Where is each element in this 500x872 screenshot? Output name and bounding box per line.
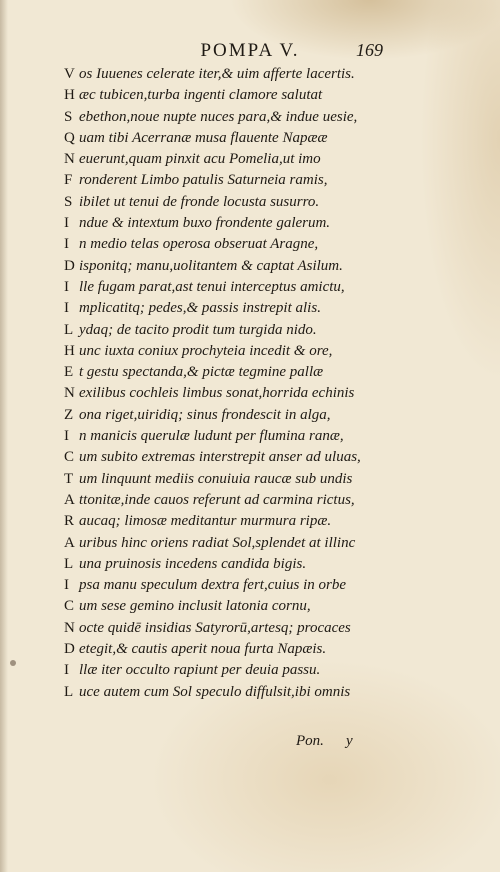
initial-letter: D (64, 641, 75, 658)
line-text: uribus hinc oriens radiat Sol,splendet at illinc (79, 534, 356, 551)
initial-letter: L (64, 683, 74, 700)
verse-line (64, 320, 464, 341)
verse-line (64, 660, 464, 681)
initial-letter: V (64, 66, 75, 82)
line-text: n manicis querulæ ludunt per flumina ranæ, (79, 428, 344, 445)
verse-line (64, 85, 464, 106)
line-text: una pruinosis incedens candida bigis. (79, 555, 307, 572)
line-text: mplicatitq; pedes,& passis instrepit alis. (79, 300, 321, 317)
initial-letter: S (64, 193, 73, 210)
initial-letter: I (64, 577, 69, 594)
line-text: ttonitæ,inde cauos referunt ad carmina rictus, (79, 491, 355, 508)
line-text: ronderent Limbo patulis Saturneia ramis, (79, 172, 328, 189)
initial-letter: I (64, 300, 69, 317)
verse-line (64, 405, 464, 426)
initial-letter: A (64, 491, 75, 508)
verse-line (64, 426, 464, 447)
verse-line (64, 234, 464, 255)
line-text: os Iuuenes celerate iter,& uim afferte lacertis. (79, 66, 355, 82)
initial-letter: S (64, 108, 73, 125)
verse-line (64, 447, 464, 468)
verse-line (64, 107, 464, 128)
page-footer (0, 733, 500, 757)
line-text: ebethon,noue nupte nuces para,& indue uesie, (79, 108, 358, 125)
initial-letter: N (64, 619, 75, 636)
ink-blot (10, 660, 16, 666)
line-text: unc iuxta coniux prochyteia incedit & ore, (79, 342, 333, 359)
line-text: um subito extremas interstrepit anser ad uluas, (79, 449, 361, 466)
verse-line (64, 213, 464, 234)
page-header (0, 40, 500, 64)
verse-line (64, 618, 464, 639)
initial-letter: A (64, 534, 75, 551)
initial-letter: L (64, 555, 74, 572)
line-text: exilibus cochleis limbus sonat,horrida echinis (79, 385, 355, 402)
line-text: aucaq; limosæ meditantur murmura ripæ. (79, 513, 332, 530)
line-text: octe quidē insidias Satyrorū,artesq; procaces (79, 619, 351, 636)
verse-line (64, 149, 464, 170)
verse-line (64, 511, 464, 532)
initial-letter: N (64, 151, 75, 168)
verse-line (64, 533, 464, 554)
initial-letter: E (64, 364, 74, 381)
line-text: æc tubicen,turba ingenti clamore salutat (79, 87, 323, 104)
verse-line (64, 192, 464, 213)
signature-mark: y (346, 733, 353, 749)
line-text: etegit,& cautis aperit noua furta Napæis. (79, 641, 327, 658)
initial-letter: R (64, 513, 75, 530)
initial-letter: I (64, 428, 69, 445)
verse-line (64, 682, 464, 703)
line-text: ndue & intextum buxo frondente galerum. (79, 215, 331, 232)
line-text: t gestu spectanda,& pictæ tegmine pallæ (79, 364, 324, 381)
verse-line (64, 490, 464, 511)
line-text: psa manu speculum dextra fert,cuius in orbe (79, 577, 347, 594)
line-text: um sese gemino inclusit latonia cornu, (79, 598, 311, 615)
initial-letter: H (64, 87, 75, 104)
line-text: n medio telas operosa obseruat Aragne, (79, 236, 319, 253)
line-text: llæ iter occulto rapiunt per deuia passu. (79, 662, 321, 679)
line-text: um linquunt mediis conuiuia raucæ sub undis (79, 470, 353, 487)
verse-line (64, 596, 464, 617)
initial-letter: N (64, 385, 75, 402)
line-text: ibilet ut tenui de fronde locusta susurro. (79, 193, 320, 210)
initial-letter: H (64, 342, 75, 359)
initial-letter: I (64, 215, 69, 232)
verse-line (64, 341, 464, 362)
verse-line (64, 170, 464, 191)
initial-letter: I (64, 662, 69, 679)
initial-letter: C (64, 598, 75, 615)
verse-line (64, 469, 464, 490)
running-title: POMPA V. (200, 40, 300, 61)
line-text: uam tibi Acerranæ musa flauente Napææ (79, 129, 328, 146)
catchword: Pon. (296, 733, 324, 749)
initial-letter: C (64, 449, 75, 466)
initial-letter: I (64, 278, 69, 295)
initial-letter: L (64, 321, 74, 338)
initial-letter: Q (64, 129, 75, 146)
verse-line (64, 298, 464, 319)
verse-line (64, 277, 464, 298)
line-text: euerunt,quam pinxit acu Pomelia,ut imo (79, 151, 321, 168)
verse-line (64, 575, 464, 596)
line-text: lle fugam parat,ast tenui interceptus amictu, (79, 278, 345, 295)
page-number: 169 (356, 40, 383, 60)
verse-line (64, 554, 464, 575)
verse-line (64, 64, 464, 85)
initial-letter: F (64, 172, 73, 189)
verse-line (64, 383, 464, 404)
verse-line (64, 128, 464, 149)
initial-letter: Z (64, 406, 74, 423)
initial-letter: D (64, 257, 75, 274)
initial-letter: T (64, 470, 74, 487)
verse-line (64, 256, 464, 277)
line-text: ona riget,uiridiq; sinus frondescit in alga, (79, 406, 331, 423)
line-text: uce autem cum Sol speculo diffulsit,ibi omnis (79, 683, 351, 700)
verse-line (64, 362, 464, 383)
initial-letter: I (64, 236, 69, 253)
verse-block (64, 64, 464, 703)
line-text: ydaq; de tacito prodit tum turgida nido. (79, 321, 317, 338)
verse-line (64, 639, 464, 660)
line-text: isponitq; manu,uolitantem & captat Asilum. (79, 257, 343, 274)
